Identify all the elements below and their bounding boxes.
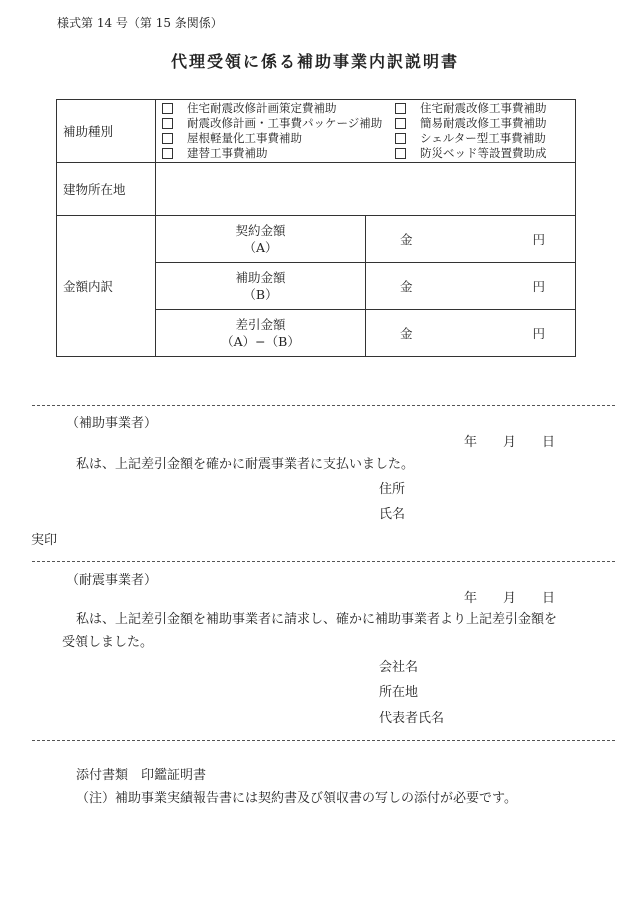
page-title: 代理受領に係る補助事業内訳説明書 — [170, 52, 459, 71]
option-label: 屋根軽量化工事費補助 — [187, 131, 302, 145]
building-location-field[interactable] — [156, 163, 576, 216]
address-label: 住所 — [379, 482, 406, 497]
subsidy-amount-label: 補助金額 （B） — [156, 263, 366, 310]
option-label: 防災ベッド等設置費助成 — [420, 146, 547, 160]
option-4[interactable] — [162, 131, 395, 146]
option-6[interactable] — [162, 146, 395, 161]
seal-label: 実印 — [31, 533, 58, 548]
amount-breakdown-label: 金額内訳 — [57, 216, 156, 357]
subsidy-date: 年 月 日 — [464, 435, 556, 450]
contractor-statement-line2: 受領しました。 — [62, 635, 154, 650]
difference-amount-field[interactable]: 金 円 — [366, 310, 576, 357]
option-5[interactable] — [395, 131, 575, 146]
checkbox[interactable] — [162, 103, 173, 114]
difference-amount-label: 差引金額 （A）−（B） — [156, 310, 366, 357]
option-label: 建替工事費補助 — [187, 146, 268, 160]
company-location-label: 所在地 — [379, 685, 419, 700]
subsidy-type-label: 補助種別 — [57, 100, 156, 163]
option-0[interactable] — [162, 101, 395, 116]
option-label: シェルター型工事費補助 — [420, 131, 546, 145]
attachments-line: 添付書類 印鑑証明書 — [76, 768, 207, 783]
breakdown-table — [56, 99, 576, 357]
option-7[interactable] — [395, 146, 575, 161]
building-location-label: 建物所在地 — [57, 163, 156, 216]
checkbox[interactable] — [162, 133, 173, 144]
contract-amount-label: 契約金額 （A） — [156, 216, 366, 263]
option-1[interactable] — [395, 101, 575, 116]
divider — [32, 561, 615, 562]
checkbox[interactable] — [395, 148, 406, 159]
checkbox[interactable] — [395, 103, 406, 114]
contractor-statement-line1: 私は、上記差引金額を補助事業者に請求し、確かに補助事業者より上記差引金額を — [76, 612, 558, 627]
option-label: 住宅耐震改修工事費補助 — [420, 101, 547, 115]
divider — [32, 405, 615, 406]
subsidy-statement: 私は、上記差引金額を確かに耐震事業者に支払いました。 — [76, 457, 415, 472]
company-name-label: 会社名 — [379, 660, 419, 675]
divider — [32, 740, 615, 741]
form-number: 様式第 14 号（第 15 条関係） — [57, 16, 223, 30]
contract-amount-field[interactable]: 金 円 — [366, 216, 576, 263]
checkbox[interactable] — [162, 118, 173, 129]
checkbox[interactable] — [162, 148, 173, 159]
contractor-party-heading: （耐震事業者） — [66, 573, 158, 588]
option-2[interactable] — [162, 116, 395, 131]
option-label: 住宅耐震改修計画策定費補助 — [187, 101, 337, 115]
checkbox[interactable] — [395, 118, 406, 129]
subsidy-type-options — [156, 100, 576, 163]
checkbox[interactable] — [395, 133, 406, 144]
name-label: 氏名 — [379, 507, 406, 522]
subsidy-party-heading: （補助事業者） — [66, 416, 158, 431]
representative-name-label: 代表者氏名 — [379, 711, 445, 726]
option-label: 耐震改修計画・工事費パッケージ補助 — [187, 116, 383, 130]
contractor-date: 年 月 日 — [464, 591, 556, 606]
footnote: （注）補助事業実績報告書には契約書及び領収書の写しの添付が必要です。 — [76, 791, 517, 806]
option-label: 簡易耐震改修工事費補助 — [420, 116, 547, 130]
option-3[interactable] — [395, 116, 575, 131]
subsidy-amount-field[interactable]: 金 円 — [366, 263, 576, 310]
